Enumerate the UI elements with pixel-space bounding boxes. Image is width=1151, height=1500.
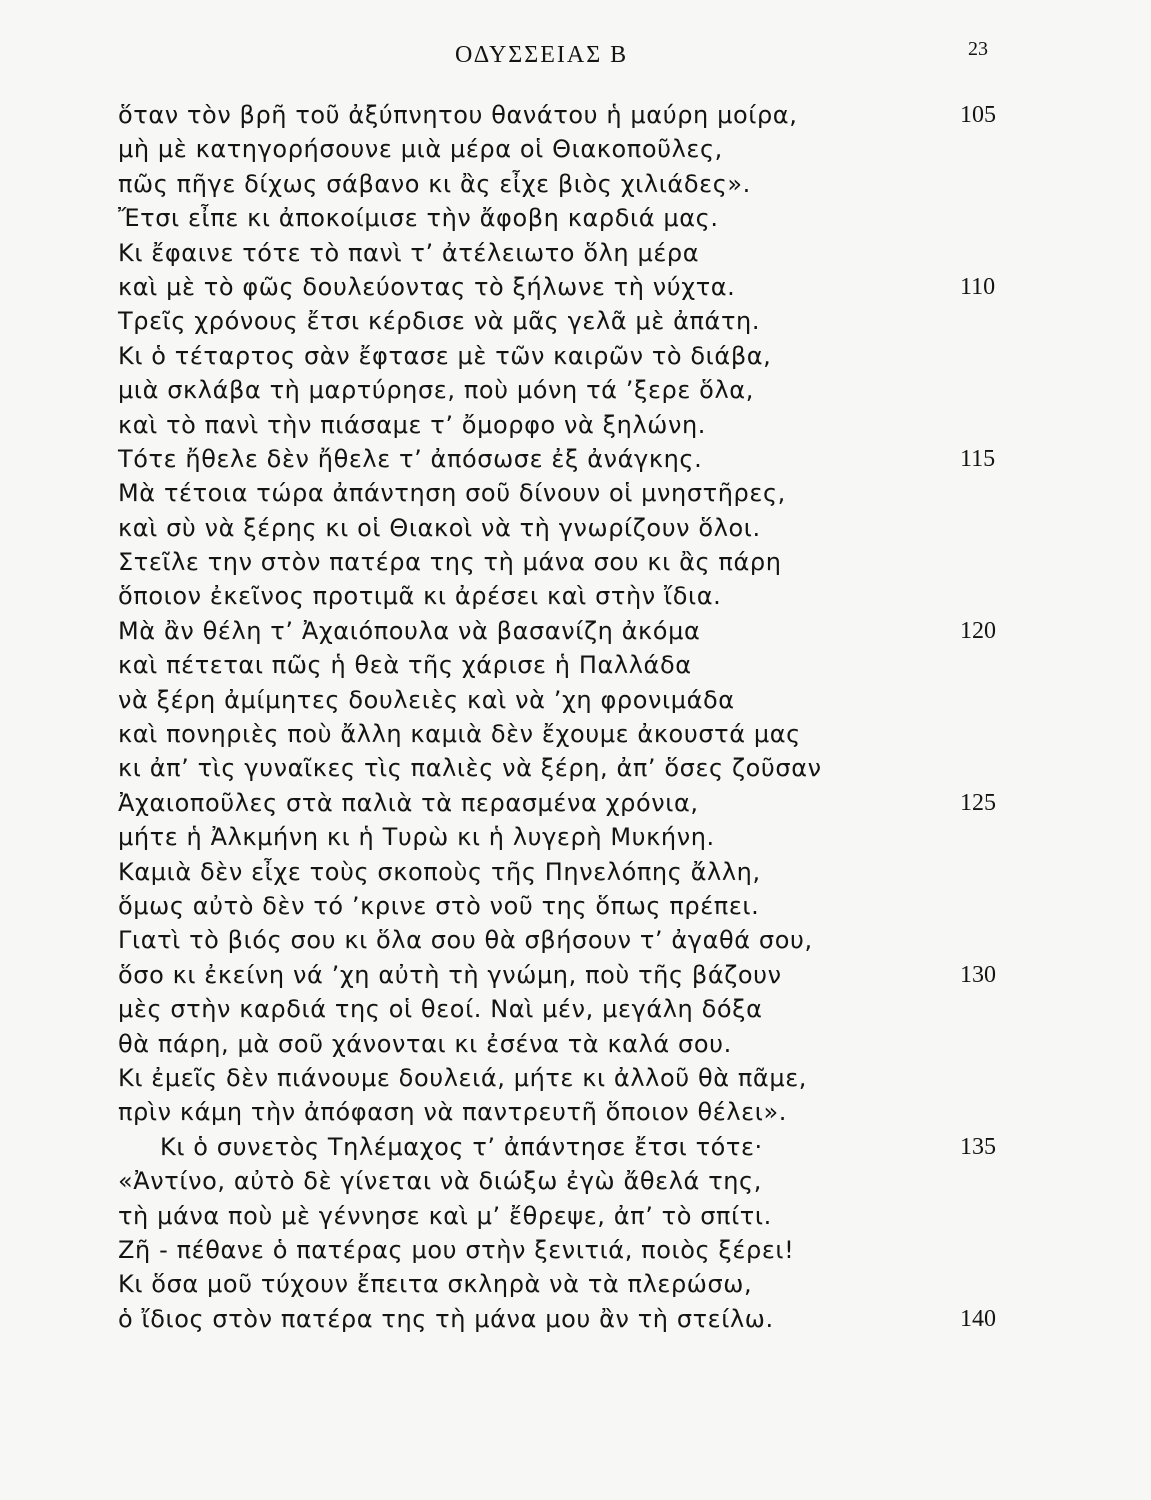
verse-line-text: ὅποιον ἐκεῖνος προτιμᾶ κι ἀρέσει καὶ στὴν ἴδια. <box>118 582 722 611</box>
verse-line <box>0 683 1151 717</box>
verse-line-text: ὅμως αὐτὸ δὲν τό ’κρινε στὸ νοῦ της ὅπως πρέπει. <box>118 891 760 920</box>
verse-line <box>0 1302 1151 1336</box>
verse-line <box>0 167 1151 201</box>
verse-line <box>0 855 1151 889</box>
verse-line <box>0 339 1151 373</box>
verse-line-text: θὰ πάρη, μὰ σοῦ χάνονται κι ἐσένα τὰ καλά σου. <box>118 1029 732 1058</box>
line-number: 110 <box>960 273 996 300</box>
line-number: 120 <box>960 617 996 644</box>
verse-line <box>0 923 1151 957</box>
verse-line-text: Ἀχαιοποῦλες στὰ παλιὰ τὰ περασμένα χρόνια, <box>118 788 699 817</box>
verse-line-text: κι ἀπ’ τὶς γυναῖκες τὶς παλιὲς νὰ ξέρη, ἀπ’ ὅσες ζοῦσαν <box>118 754 822 783</box>
verse-line <box>0 820 1151 854</box>
verse-line <box>0 1199 1151 1233</box>
verse-line <box>0 304 1151 338</box>
verse-line-text: Κι ὁ τέταρτος σὰν ἔφτασε μὲ τῶν καιρῶν τὸ διάβα, <box>118 341 772 370</box>
line-number: 125 <box>960 789 996 816</box>
verse-line-text: νὰ ξέρη ἀμίμητες δουλειὲς καὶ νὰ ’χη φρονιμάδα <box>118 685 735 714</box>
verse-line-text: μιὰ σκλάβα τὴ μαρτύρησε, ποὺ μόνη τά ’ξερε ὅλα, <box>118 376 754 405</box>
verse-line <box>0 476 1151 510</box>
verse-line-text: πῶς πῆγε δίχως σάβανο κι ἂς εἶχε βιὸς χιλιάδες». <box>118 169 751 198</box>
verse-line-text: ὁ ἴδιος στὸν πατέρα της τὴ μάνα μου ἂν τὴ στείλω. <box>118 1304 774 1333</box>
verse-line-text: Μὰ τέτοια τώρα ἀπάντηση σοῦ δίνουν οἱ μνηστῆρες, <box>118 479 786 508</box>
verse-line-text: καὶ πονηριὲς ποὺ ἄλλη καμιὰ δὲν ἔχουμε ἀκουστά μας <box>118 720 801 749</box>
verse-line-text: μήτε ἡ Ἀλκμήνη κι ἡ Τυρὼ κι ἡ λυγερὴ Μυκήνη. <box>118 823 715 852</box>
verse-line <box>0 132 1151 166</box>
verse-line <box>0 1095 1151 1129</box>
verse-line <box>0 270 1151 304</box>
verse-line-text: ὅταν τὸν βρῆ τοῦ ἀξύπνητου θανάτου ἡ μαύρη μοίρα, <box>118 101 798 129</box>
verse-line <box>0 648 1151 682</box>
verse-line-text: Καμιὰ δὲν εἶχε τοὺς σκοποὺς τῆς Πηνελόπης ἄλλη, <box>118 857 761 886</box>
verse-line-text: Τότε ἤθελε δὲν ἤθελε τ’ ἀπόσωσε ἐξ ἀνάγκης. <box>118 444 703 473</box>
verse-line-text: καὶ σὺ νὰ ξέρης κι οἱ Θιακοὶ νὰ τὴ γνωρίζουν ὅλοι. <box>118 513 761 542</box>
verse-line <box>0 236 1151 270</box>
verse-line-text: «Ἀντίνο, αὐτὸ δὲ γίνεται νὰ διώξω ἐγὼ ἄθελά της, <box>118 1167 762 1196</box>
verse-line-text: Γιατὶ τὸ βιός σου κι ὅλα σου θὰ σβήσουν τ’ ἀγαθά σου, <box>118 926 813 955</box>
verse-line-text: μὴ μὲ κατηγορήσουνε μιὰ μέρα οἱ Θιακοποῦλες, <box>118 135 723 164</box>
verse-line <box>0 442 1151 476</box>
verse-block <box>0 98 1151 1336</box>
verse-line-text: καὶ τὸ πανὶ τὴν πιάσαμε τ’ ὄμορφο νὰ ξηλώνη. <box>118 410 707 439</box>
line-number: 135 <box>960 1133 996 1160</box>
verse-line-text: Κι ἔφαινε τότε τὸ πανὶ τ’ ἀτέλειωτο ὅλη μέρα <box>118 238 700 267</box>
verse-line <box>0 614 1151 648</box>
verse-line <box>0 786 1151 820</box>
verse-line-text: Κι ὅσα μοῦ τύχουν ἔπειτα σκληρὰ νὰ τὰ πλερώσω, <box>118 1270 753 1299</box>
verse-line <box>0 201 1151 235</box>
line-number: 105 <box>960 102 996 128</box>
verse-line-text: καὶ μὲ τὸ φῶς δουλεύοντας τὸ ξήλωνε τὴ νύχτα. <box>118 272 736 301</box>
verse-line <box>0 373 1151 407</box>
verse-line <box>0 1061 1151 1095</box>
verse-line <box>0 1027 1151 1061</box>
verse-line-text: ὅσο κι ἐκείνη νά ’χη αὐτὴ τὴ γνώμη, ποὺ τῆς βάζουν <box>118 960 782 989</box>
verse-line-text: Τρεῖς χρόνους ἔτσι κέρδισε νὰ μᾶς γελᾶ μὲ ἀπάτη. <box>118 307 761 336</box>
verse-line <box>0 1267 1151 1301</box>
verse-line-text: τὴ μάνα ποὺ μὲ γέννησε καὶ μ’ ἔθρεψε, ἀπ’ τὸ σπίτι. <box>118 1201 772 1230</box>
verse-line <box>0 408 1151 442</box>
line-number: 140 <box>960 1305 996 1332</box>
line-number: 130 <box>960 961 996 988</box>
verse-line <box>0 511 1151 545</box>
running-title: ΟΔΥΣΣΕΙΑΣ Β <box>455 42 629 68</box>
verse-line-text: Ἔτσι εἶπε κι ἀποκοίμισε τὴν ἄφοβη καρδιά μας. <box>118 204 719 233</box>
verse-line-text: πρὶν κάμη τὴν ἀπόφαση νὰ παντρευτῆ ὅποιον θέλει». <box>118 1098 787 1127</box>
verse-line <box>0 1164 1151 1198</box>
page-number: 23 <box>968 38 988 60</box>
verse-line-text: Μὰ ἂν θέλη τ’ Ἀχαιόπουλα νὰ βασανίζη ἀκόμα <box>118 616 701 645</box>
verse-line <box>0 545 1151 579</box>
verse-line <box>0 889 1151 923</box>
verse-line-text: Κι ὁ συνετὸς Τηλέμαχος τ’ ἀπάντησε ἔτσι τότε· <box>160 1132 763 1161</box>
verse-line <box>0 98 1151 132</box>
verse-line-text: καὶ πέτεται πῶς ἡ θεὰ τῆς χάρισε ἡ Παλλάδα <box>118 651 692 680</box>
verse-line <box>0 992 1151 1026</box>
verse-line-text: Κι ἐμεῖς δὲν πιάνουμε δουλειά, μήτε κι ἀλλοῦ θὰ πᾶμε, <box>118 1063 808 1092</box>
verse-line-text: Στεῖλε την στὸν πατέρα της τὴ μάνα σου κι ἂς πάρη <box>118 548 782 577</box>
verse-line <box>0 1130 1151 1164</box>
verse-line-text: μὲς στὴν καρδιά της οἱ θεοί. Ναὶ μέν, μεγάλη δόξα <box>118 995 763 1024</box>
line-number: 115 <box>960 445 996 472</box>
verse-line <box>0 717 1151 751</box>
verse-line-text: Ζῆ - πέθανε ὁ πατέρας μου στὴν ξενιτιά, ποιὸς ξέρει! <box>118 1235 795 1264</box>
page-header <box>0 38 1151 78</box>
verse-line <box>0 579 1151 613</box>
verse-line <box>0 1233 1151 1267</box>
verse-line <box>0 751 1151 785</box>
verse-line <box>0 958 1151 992</box>
